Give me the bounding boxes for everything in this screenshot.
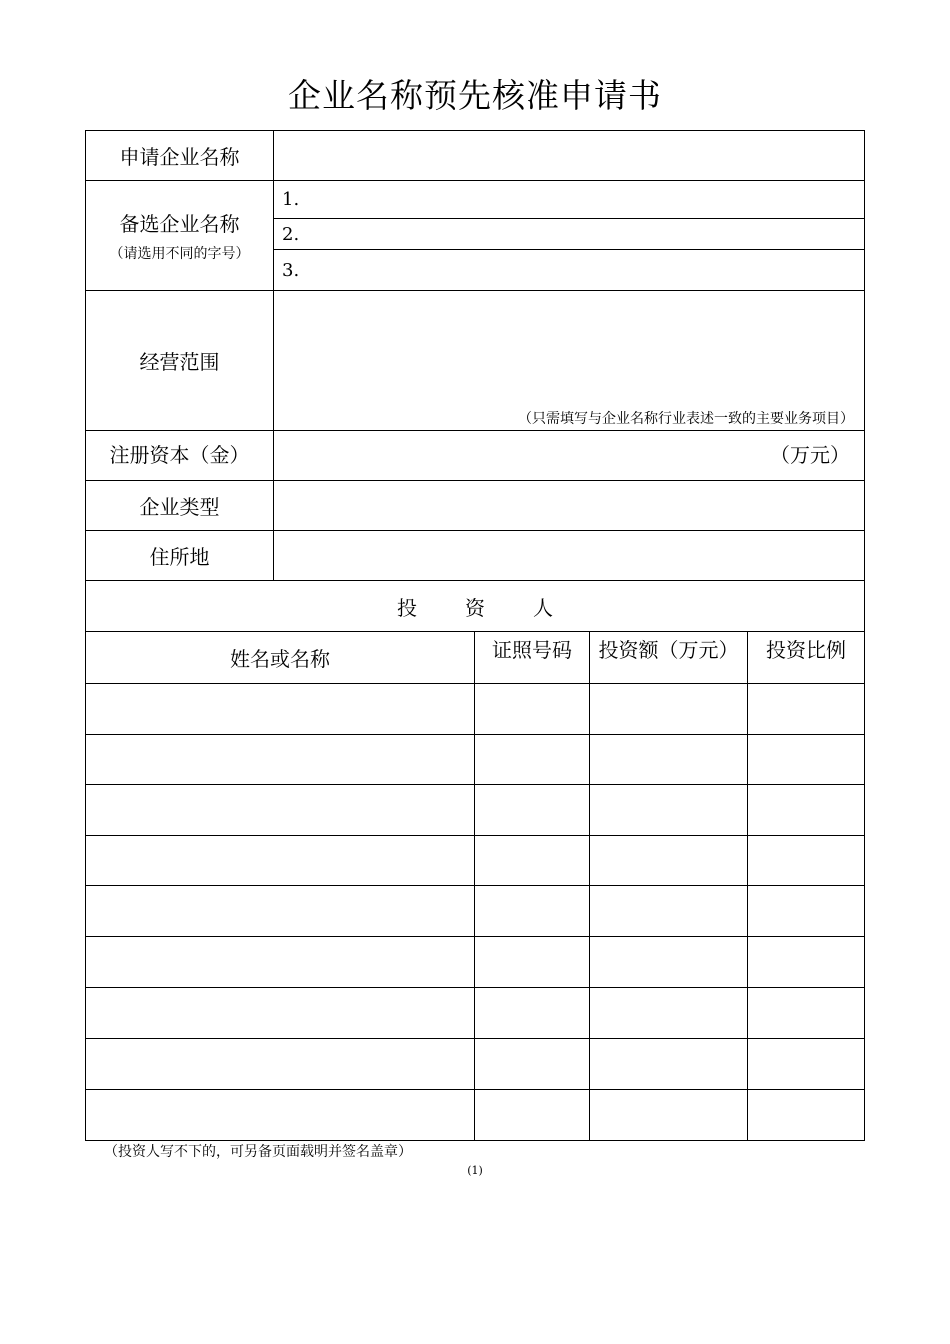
page-title: 企业名称预先核准申请书 (288, 76, 662, 115)
investor-name-cell[interactable] (86, 785, 475, 836)
investor-license-cell[interactable] (475, 785, 590, 836)
scope-label: 经营范围 (86, 291, 274, 431)
investor-ratio-cell[interactable] (748, 1039, 865, 1090)
type-field[interactable] (274, 481, 865, 531)
investor-ratio-cell[interactable] (748, 785, 865, 836)
page-number: (1) (467, 1164, 483, 1177)
investor-license-cell[interactable] (475, 1090, 590, 1141)
investor-amount-cell[interactable] (590, 1090, 748, 1141)
address-field[interactable] (274, 531, 865, 581)
investor-ratio-cell[interactable] (748, 886, 865, 937)
investor-amount-cell[interactable] (590, 886, 748, 937)
investor-license-cell[interactable] (475, 836, 590, 886)
application-form (85, 130, 865, 1141)
capital-unit: （万元） (770, 443, 850, 467)
investor-name-cell[interactable] (86, 937, 475, 988)
scope-note: （只需填写与企业名称行业表述一致的主要业务项目） (518, 411, 854, 427)
investor-amount-cell[interactable] (590, 937, 748, 988)
investor-ratio-cell[interactable] (748, 1090, 865, 1141)
type-label: 企业类型 (86, 481, 274, 531)
investor-name-cell[interactable] (86, 684, 475, 735)
address-label: 住所地 (86, 531, 274, 581)
investor-name-cell[interactable] (86, 735, 475, 785)
alt-name-1-field[interactable]: 1. (274, 181, 865, 219)
investors-heading: 投资人 (86, 581, 865, 632)
table-row (86, 785, 865, 836)
alt-name-3-field[interactable]: 3. (274, 250, 865, 291)
investor-ratio-cell[interactable] (748, 684, 865, 735)
column-header-license: 证照号码 (475, 632, 590, 684)
table-row (86, 886, 865, 937)
investor-ratio-cell[interactable] (748, 836, 865, 886)
investor-name-cell[interactable] (86, 1090, 475, 1141)
investor-license-cell[interactable] (475, 988, 590, 1039)
investor-amount-cell[interactable] (590, 1039, 748, 1090)
investor-license-cell[interactable] (475, 684, 590, 735)
investor-ratio-cell[interactable] (748, 988, 865, 1039)
column-header-amount: 投资额（万元） (590, 632, 748, 684)
scope-field[interactable] (274, 291, 865, 431)
column-header-ratio: 投资比例 (748, 632, 865, 684)
alt-names-label: 备选企业名称 (119, 212, 240, 236)
investor-license-cell[interactable] (475, 735, 590, 785)
investor-license-cell[interactable] (475, 886, 590, 937)
investor-amount-cell[interactable] (590, 785, 748, 836)
applicant-name-label: 申请企业名称 (86, 131, 274, 181)
capital-label: 注册资本（金） (86, 431, 274, 481)
table-row (86, 836, 865, 886)
investor-name-cell[interactable] (86, 886, 475, 937)
investor-amount-cell[interactable] (590, 988, 748, 1039)
investor-name-cell[interactable] (86, 836, 475, 886)
alt-name-2-field[interactable]: 2. (274, 219, 865, 250)
investor-license-cell[interactable] (475, 937, 590, 988)
applicant-name-field[interactable] (274, 131, 865, 181)
investor-ratio-cell[interactable] (748, 937, 865, 988)
investor-amount-cell[interactable] (590, 684, 748, 735)
table-row (86, 1039, 865, 1090)
investor-ratio-cell[interactable] (748, 735, 865, 785)
table-row (86, 1090, 865, 1141)
investor-license-cell[interactable] (475, 1039, 590, 1090)
alt-names-label-cell (86, 181, 274, 291)
investor-amount-cell[interactable] (590, 735, 748, 785)
investor-name-cell[interactable] (86, 1039, 475, 1090)
column-header-name: 姓名或名称 (86, 632, 475, 684)
capital-field[interactable] (274, 431, 865, 481)
investor-name-cell[interactable] (86, 988, 475, 1039)
table-row (86, 988, 865, 1039)
table-row (86, 735, 865, 785)
alt-names-note: （请选用不同的字号） (109, 246, 250, 262)
footnote: （投资人写不下的，可另备页面载明并签名盖章） (104, 1144, 412, 1160)
table-row (86, 937, 865, 988)
investor-amount-cell[interactable] (590, 836, 748, 886)
table-row (86, 684, 865, 735)
